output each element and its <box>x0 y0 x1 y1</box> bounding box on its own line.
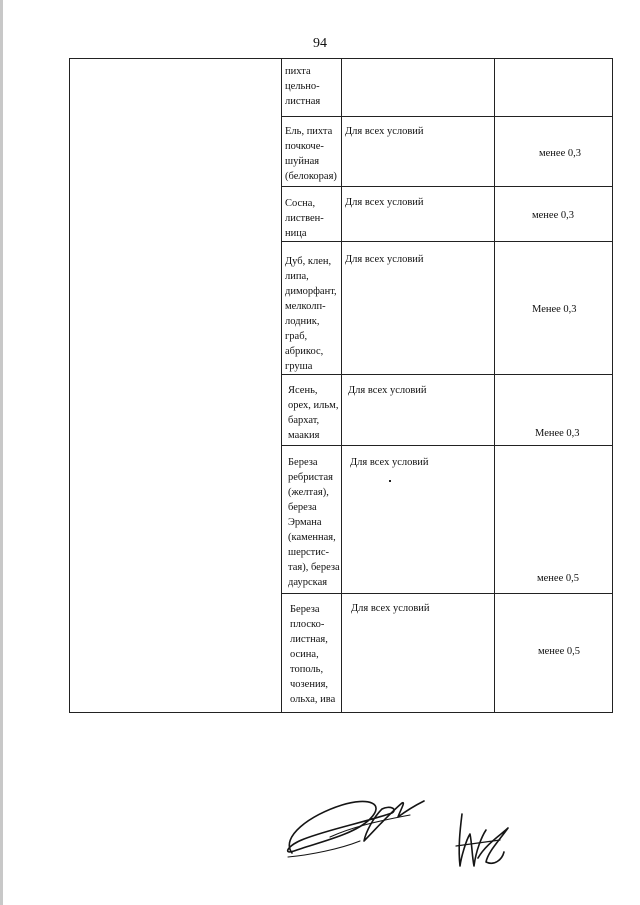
page-number: 94 <box>313 36 327 51</box>
conditions-cell: Для всех условий <box>350 457 429 468</box>
conditions-cell: Для всех условий <box>351 603 430 614</box>
species-cell: Дуб, клен, липа, диморфант, мелколп- лодник, граб, абрикос, груша <box>285 256 337 372</box>
conditions-cell: Для всех условий <box>345 197 424 208</box>
row-divider <box>281 241 613 242</box>
value-cell: Менее 0,3 <box>535 428 580 439</box>
table-border-right <box>612 58 613 713</box>
row-divider <box>281 593 613 594</box>
conditions-cell: Для всех условий <box>345 254 424 265</box>
species-cell: Береза плоско- листная, осина, тополь, чозения, ольха, ива <box>290 604 336 705</box>
row-divider <box>281 116 613 117</box>
value-cell: менее 0,3 <box>532 210 574 221</box>
value-cell: менее 0,5 <box>537 573 579 584</box>
row-divider <box>281 186 613 187</box>
row-divider <box>281 445 613 446</box>
value-cell: менее 0,3 <box>539 148 581 159</box>
species-cell: Береза ребристая (желтая), береза Эрмана (каменная, шерстис- тая), береза даурская <box>288 457 340 588</box>
table-border-left <box>69 58 70 713</box>
table-border-top <box>69 58 613 59</box>
column-divider-value <box>494 58 495 713</box>
table-border-bottom <box>69 712 613 713</box>
conditions-cell: Для всех условий <box>348 385 427 396</box>
species-cell: пихта цельно- листная <box>285 66 321 107</box>
species-cell: Ель, пихта почкоче- шуйная (белокорая) <box>285 126 337 182</box>
row-divider <box>281 374 613 375</box>
species-cell: Сосна, листвен- ница <box>285 198 324 239</box>
conditions-cell: Для всех условий <box>345 126 424 137</box>
column-divider-species <box>281 58 282 713</box>
scan-edge <box>0 0 3 905</box>
value-cell: Менее 0,3 <box>532 304 577 315</box>
species-cell: Ясень, орех, ильм, бархат, маакия <box>288 385 339 441</box>
signature-right <box>450 800 520 880</box>
value-cell: менее 0,5 <box>538 646 580 657</box>
ink-speck <box>389 480 391 482</box>
column-divider-conditions <box>341 58 342 713</box>
signature-left <box>270 775 440 870</box>
